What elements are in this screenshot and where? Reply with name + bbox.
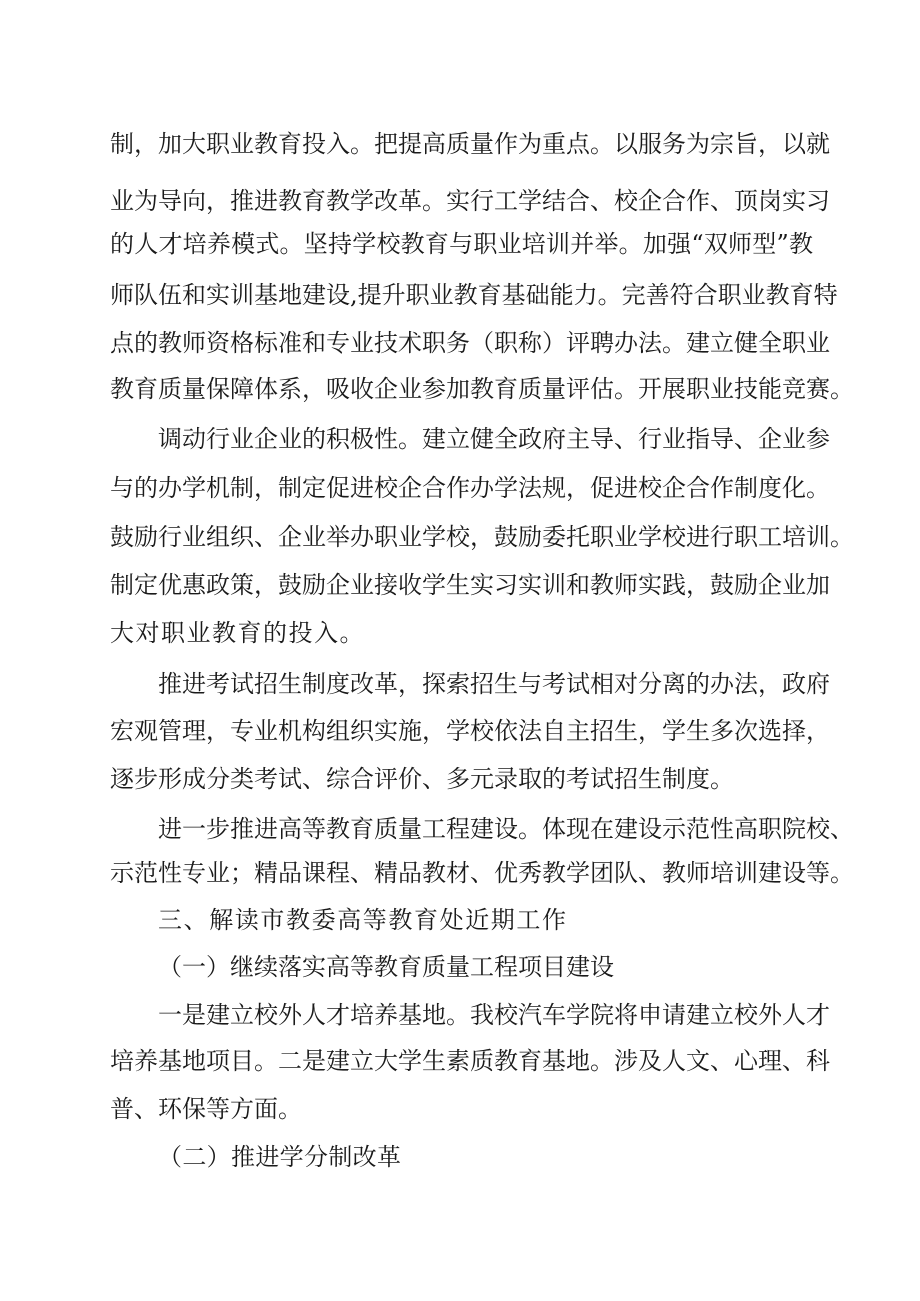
subsection-heading-2: （二）推进学分制改革 bbox=[158, 1143, 401, 1171]
paragraph-3-line-1: 推进考试招生制度改革，探索招生与考试相对分离的办法，政府 bbox=[158, 670, 830, 698]
paragraph-2-line-2: 与的办学机制，制定促进校企合作办学法规，促进校企合作制度化。 bbox=[110, 474, 830, 502]
paragraph-5-line-1: 一是建立校外人才培养基地。我校汽车学院将申请建立校外人才 bbox=[158, 1001, 830, 1029]
paragraph-1-line-1: 制，加大职业教育投入。把提高质量作为重点。以服务为宗旨，以就 bbox=[110, 130, 830, 158]
paragraph-5-line-2: 培养基地项目。二是建立大学生素质教育基地。涉及人文、心理、科 bbox=[110, 1047, 830, 1075]
paragraph-2-line-3: 鼓励行业组织、企业举办职业学校，鼓励委托职业学校进行职工培训。 bbox=[110, 523, 854, 551]
paragraph-1-line-4: 师队伍和实训基地建设,提升职业教育基础能力。完善符合职业教育特 bbox=[110, 281, 838, 309]
paragraph-4-line-1: 进一步推进高等教育质量工程建设。体现在建设示范性高职院校、 bbox=[158, 815, 854, 843]
paragraph-3-line-2: 宏观管理，专业机构组织实施，学校依法自主招生，学生多次选择， bbox=[110, 717, 830, 745]
paragraph-4-line-2: 示范性专业；精品课程、精品教材、优秀教学团队、教师培训建设等。 bbox=[110, 859, 854, 887]
paragraph-2-line-1: 调动行业企业的积极性。建立健全政府主导、行业指导、企业参 bbox=[158, 425, 830, 453]
paragraph-2-line-4: 制定优惠政策，鼓励企业接收学生实习实训和教师实践，鼓励企业加 bbox=[110, 571, 830, 599]
paragraph-3-line-3: 逐步形成分类考试、综合评价、多元录取的考试招生制度。 bbox=[110, 765, 734, 793]
subsection-heading-1: （一）继续落实高等教育质量工程项目建设 bbox=[158, 953, 614, 981]
paragraph-5-line-3: 普、环保等方面。 bbox=[110, 1095, 302, 1123]
paragraph-1-line-6: 教育质量保障体系，吸收企业参加教育质量评估。开展职业技能竞赛。 bbox=[110, 375, 854, 403]
paragraph-1-line-5: 点的教师资格标准和专业技术职务（职称）评聘办法。建立健全职业 bbox=[110, 329, 830, 357]
paragraph-1-line-3: 的人才培养模式。坚持学校教育与职业培训并举。加强“双师型”教 bbox=[110, 230, 813, 258]
section-heading: 三、解读市教委高等教育处近期工作 bbox=[158, 906, 566, 934]
paragraph-2-line-5: 大对职业教育的投入。 bbox=[110, 619, 365, 647]
paragraph-1-line-2: 业为导向，推进教育教学改革。实行工学结合、校企合作、顶岗实习 bbox=[110, 187, 830, 215]
